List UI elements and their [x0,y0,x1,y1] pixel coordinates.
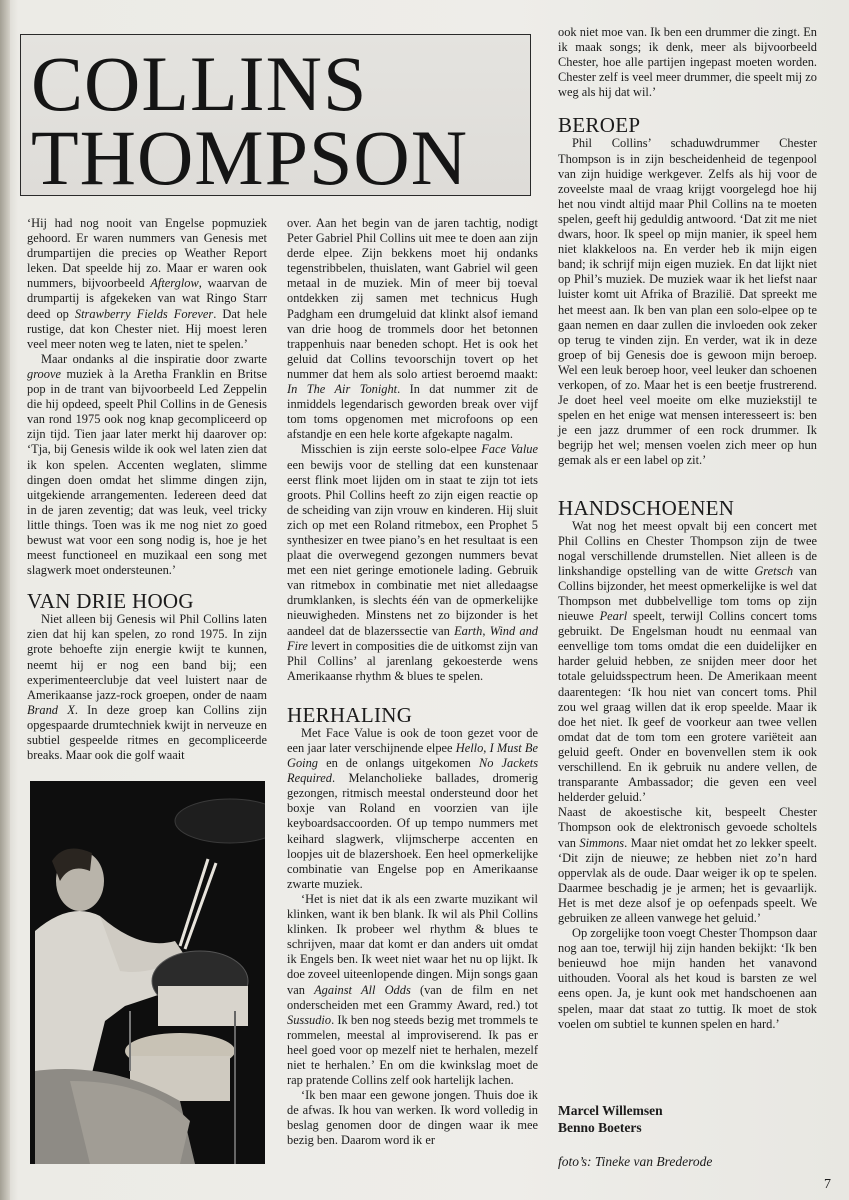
section-heading-herhaling: HERHALING [287,702,413,727]
page-spine-shadow [0,0,10,1200]
section-heading-beroep: BEROEP [558,113,641,138]
section-body-van-drie-hoog [27,612,267,763]
body-paragraph: over. Aan het begin van de jaren tachtig, nodigt Peter Gabriel Phil Collins uit mee te doen aan zijn derde elpee. Zijn bekkens moet hij ondanks tegenstribbelen, thuislaten, want Gabriel wil geen metaal in de muziek. Min of meer bij toeval ontdekken zij samen met technicus Hugh Padgham een drumgeluid dat klinkt alsof iemand van drie hoog de trommels door het betonnen trappenhuis naar beneden schopt. Het is ook het geluid dat Collins tevoorschijn tovert op het nummer dat hem als solo artiest beroemd maakt: In The Air Tonight. In dat nummer zit de inmiddels legendarisch geworden break over vijf tom toms opgenomen met microfoons op een afstandje en een hele korte afgekapte nagalm. [287,216,538,442]
article-title-line-1: COLLINS [31,40,368,127]
body-paragraph: ‘Het is niet dat ik als een zwarte muzikant wil klinken, want ik ben blank. Ik wil als Phil Collins klinken. Ik probeer wel rhythm & blues te schrijven, maar dat komt er dan anders uit omdat ik Engels ben. Ik weet niet waar het nu op lijkt. Ik doe zoveel uiteenlopende dingen. Mijn songs gaan van Against All Odds (van de film en net onderscheiden met een Grammy Award, red.) tot Sussudio. Ik ben nog steeds bezig met trommels te rommelen, meestal al improviserend. Ik pas er heel goed voor op mezelf niet te herhalen, mezelf niet te herhalen.’ En om die kwinkslag moet de rap pratende Collins zelf ook hartelijk lachen. [287,891,538,1088]
drummer-photo-illustration [30,781,265,1164]
text-column-1 [27,216,267,763]
column-2-paragraphs [287,216,538,684]
text-column-2 [287,216,538,1149]
drummer-photo [30,781,265,1164]
photo-credit: foto’s: Tineke van Brederode [558,1154,713,1169]
author-name-1: Marcel Willemsen [558,1103,663,1118]
section-heading-van-drie-hoog: VAN DRIE HOOG [27,589,194,614]
body-paragraph: Misschien is zijn eerste solo-elpee Face Value een bewijs voor de stelling dat een kunstenaar eerst flink moet lijden om in staat te zijn tot iets groots. Phil Collins heeft zo zijn eigen reactie op de scheiding van zijn vrouw en kinderen. Hij sluit zich op met een Roland ritmebox, een Prophet 5 synthesizer en twee piano’s en het resultaat is een plaat die overwegend gezongen nummers bevat met een niet geringe emotionele lading. Gebruik van ritmebox in combinatie met niet alledaagse drumklanken, is slechts één van de opmerkelijke nieuwigheden. Minstens net zo bijzonder is het aandeel dat de blazerssectie van Earth, Wind and Fire levert in composities die de uitkomst zijn van Phil Collins’ al jarenlang gekoesterde wens Amerikaanse rhythm & blues te spelen. [287,442,538,683]
body-paragraph: Niet alleen bij Genesis wil Phil Collins laten zien dat hij kan spelen, zo rond 1975. In zijn grote behoefte zijn energie kwijt te kunnen, neemt hij er nog een band bij; een experimenteerclubje dat veel luistert naar de Amerikaanse jazz-rock groepen, onder de naam Brand X. In deze groep kan Collins zijn opgespaarde drumtechniek kwijt in nerveuze en subtiel gespeelde ritmes en gecompliceerde breaks. Maar ook die golf waait [27,612,267,763]
body-paragraph: Naast de akoestische kit, bespeelt Chester Thompson ook de elektronisch gevoede scholtels van Simmons. Maar niet omdat het zo lekker speelt. ‘Dit zijn de nieuwe; ze hebben niet zo’n hard oppervlak als de oude. Daar weiger ik op te spelen. Daarmee beschadig je je armen; het is gevaarlijk. Het is met deze alsof je op oefenpads speelt. We gebruiken ze alleen vanwege het geluid.’ [558,805,818,925]
article-credits [558,1102,818,1170]
body-paragraph: ook niet moe van. Ik ben een drummer die zingt. En ik maak songs; ik denk, meer als bijvoorbeeld Chester, hoe alle partijen ingepast moeten worden. Chester zelf is veel meer drummer, die speelt mij zo weg als hij dat wil.’ [558,25,817,100]
body-paragraph: Maar ondanks al die inspiratie door zwarte groove muziek à la Aretha Franklin en Britse pop in de trant van bijvoorbeeld Led Zeppelin die hij opdeed, speelt Phil Collins in de Genesis van rond 1975 ook nog knap gecompliceerd op zijn tijd. Tien jaar later merkt hij daarover op: ‘Tja, bij Genesis wilde ik ook wel laten zien dat ik kon spelen. Accenten weglaten, slimme dingen doen omdat het slimme dingen zijn, uitgekiende arrangementen. Iedereen deed dat in de jaren zeventig; dat was leuk, veel tricky little things. Toen was ik me nog niet zo goed bewust wat voor een song nodig is, hoe je het meest functioneel en muzikaal een song met slagwerk moet ondersteunen.’ [27,351,267,578]
section-heading-handschoenen: HANDSCHOENEN [558,495,735,520]
text-column-3 [558,25,817,1032]
body-paragraph: Met Face Value is ook de toon gezet voor de een jaar later verschijnende elpee Hello, I Must Be Going en de onlangs uitgekomen No Jackets Required. Melancholieke ballades, dromerig gezongen, ritmisch meestal ondersteund door het boxje van Roland en voorzien van ijle keyboardsaccoorden. Of up tempo nummers met keihard slagwerk, vlijmscherpe accenten en loopjes uit de blazershoek. Een heel opmerkelijke combinatie van Engelse pop en Amerikaanse zwarte muziek. [287,725,539,891]
body-paragraph: Phil Collins’ schaduwdrummer Chester Thompson is in zijn bescheidenheid de tegenpool van zijn huidige werkgever. Zelfs als hij voor de zoveelste maal de vraag krijgt voorgelegd hoe hij het nou vindt altijd maar Phil Collins na te moeten spelen, geeft hij geduldig antwoord. ‘Dat zit me niet dwars, hoor. Ik speel op mijn manier, ik speel hem niet klakkeloos na. En verder heb ik mijn eigen band; ik schrijf mijn eigen muziek. En dat lijkt niet op Phil’s muziek. De muziek waar ik het liefst naar luister komt uit Afrika of Brazilië. Dat spreekt me het meest aan. Ik ben van plan een solo-elpee op te gaan nemen en daar zullen die invloeden ook zeker op terug te vinden zijn. En verder, wat ik in deze groep of bij Genesis doe is gewoon mijn beroep. Wel een leuk beroep hoor, veel leuker dan schoenen verkopen, of zo. Maar het is een beetje frustrerend. Je doet heel veel moeite om elke muziekstijl te spelen en het enige wat mensen interesseert is: ben je een jazz drummer of een rock drummer. Ik begrijp het wel; mensen voelen zich meer op hun gemak als er een label op zit.’ [558,136,817,468]
article-title-box [20,34,531,201]
column-3-paragraphs [558,25,817,100]
page-number: 7 [824,1177,831,1192]
body-paragraph: ‘Hij had nog nooit van Engelse popmuziek gehoord. Er waren nummers van Genesis met drumpartijen die precies op Weather Report leken. Dat speelde hij zo. Maar er waren ook nummers, bijvoorbeeld Afterglow, waarvan de drumpartij is afgekeken van wat Ringo Starr deed op Strawberry Fields Forever. Dat hele rustige, dat kon Chester niet. Hij moest leren veel meer noten weg te laten, niet te spelen.’ [27,216,267,351]
section-body-herhaling [287,726,538,1149]
article-title-line-2: THOMPSON [31,114,469,201]
section-body-handschoenen [558,519,817,1032]
intro-paragraphs [27,216,267,578]
author-name-2: Benno Boeters [558,1120,642,1135]
body-paragraph: Wat nog het meest opvalt bij een concert met Phil Collins en Chester Thompson zijn de twee nogal verschillende drumstellen. Niet alleen is de linkshandige opstelling van de witte Gretsch van Collins bijzonder, het meest opmerkelijke is wel dat Thompson met dubbelvellige tom toms op zijn nieuwe Pearl speelt, terwijl Collins concert toms gebruikt. De Engelsman houdt nu eenmaal van eenvellige tom toms omdat die een duidelijker en harder geluid hebben, ze snijden meer door het totale geluidsspectrum heen. De Amerikaan meent daarentegen: ‘Ik hou niet van concert toms. Phil zou wel graag willen dat ik erop speelde. Maar ik doe het niet. Ik geef de voorkeur aan twee vellen omdat dat de tom tom een grotere variëteit aan geluid geeft. Onder en bovenvellen stem ik ook verschillend. En ik gebruik nu andere vellen, de transparante Ambassador; die geven een veel helderder geluid.’ [558,518,817,805]
section-body-beroep [558,136,817,468]
body-paragraph: ‘Ik ben maar een gewone jongen. Thuis doe ik de afwas. Ik hou van werken. Ik word volledig in beslag genomen door de dingen waar ik mee bezig ben. Daarom word ik er [287,1088,538,1148]
body-paragraph: Op zorgelijke toon voegt Chester Thompson daar nog aan toe, terwijl hij zijn handen bekijkt: ‘Ik ben benieuwd hoe mijn handen het vanavond uithouden. Vooral als het koud is barsten ze wel eens open. Ja, je kunt ook met handschoenen aan spelen, maar dat staat zo tuttig. Ik moet de stok voelen om subtiel te kunnen spelen en hard.’ [558,926,817,1031]
